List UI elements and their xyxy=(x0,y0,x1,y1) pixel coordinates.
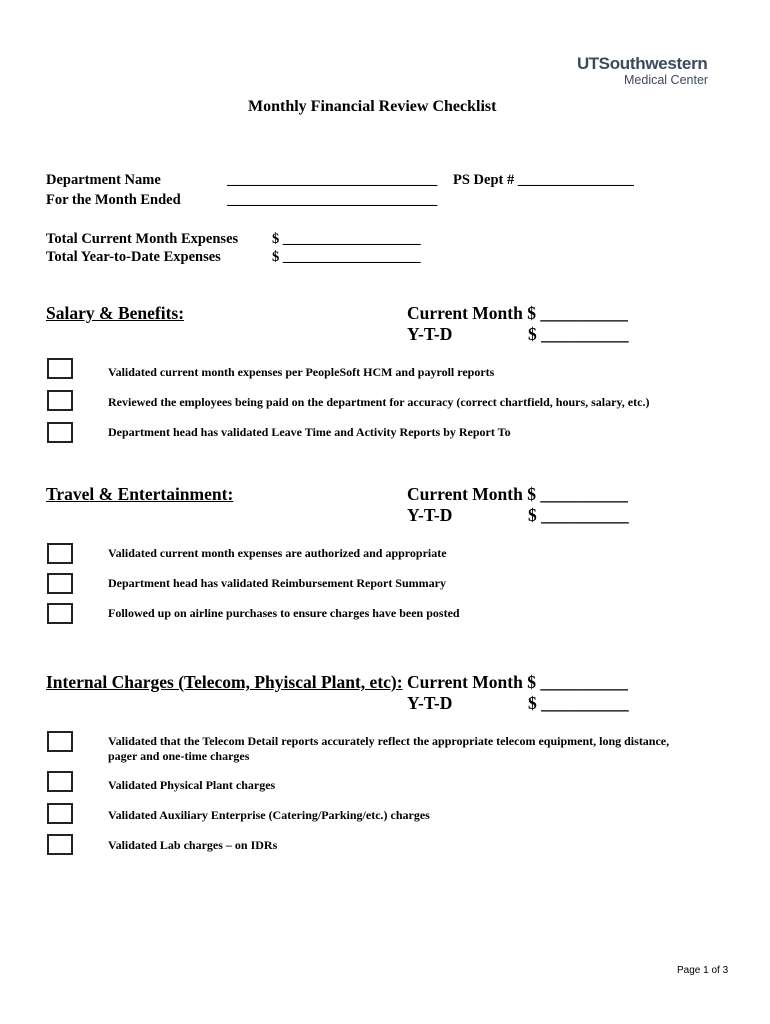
logo-southwestern: Southwestern xyxy=(598,54,708,73)
section-heading-salary: Salary & Benefits: xyxy=(46,303,185,323)
checkbox[interactable] xyxy=(47,603,73,624)
salary-ytd-label: Y-T-D xyxy=(407,324,453,344)
checklist-item: Reviewed the employees being paid on the department for accuracy (correct chartfield, hours, salary, etc.) xyxy=(108,395,650,409)
checklist-item: Validated Physical Plant charges xyxy=(108,778,276,792)
total-current-label: Total Current Month Expenses xyxy=(46,231,239,247)
travel-ytd-field[interactable]: $ __________ xyxy=(528,505,629,525)
checkbox[interactable] xyxy=(47,834,73,855)
checklist-item: Validated Lab charges – on IDRs xyxy=(108,838,278,852)
section-heading-internal: Internal Charges (Telecom, Phyiscal Plant, etc): xyxy=(46,672,403,692)
month-ended-label: For the Month Ended xyxy=(46,192,181,208)
salary-ytd-field[interactable]: $ __________ xyxy=(528,324,629,344)
logo-medical-center: Medical Center xyxy=(624,73,709,87)
checklist-item: Followed up on airline purchases to ensure charges have been posted xyxy=(108,606,460,620)
department-name-label: Department Name xyxy=(46,172,161,188)
total-ytd-field[interactable]: $ ___________________ xyxy=(272,249,421,265)
page-number: Page 1 of 3 xyxy=(677,965,729,976)
checkbox[interactable] xyxy=(47,573,73,594)
checkbox[interactable] xyxy=(47,731,73,752)
logo-ut: UT xyxy=(577,54,599,73)
page-title: Monthly Financial Review Checklist xyxy=(248,98,497,115)
checkbox[interactable] xyxy=(47,390,73,411)
total-ytd-label: Total Year-to-Date Expenses xyxy=(46,249,221,265)
checkbox[interactable] xyxy=(47,422,73,443)
checklist-item: Department head has validated Leave Time and Activity Reports by Report To xyxy=(108,425,511,439)
total-current-field[interactable]: $ ___________________ xyxy=(272,231,421,247)
checklist-item-continued: pager and one-time charges xyxy=(108,749,250,763)
salary-current-month[interactable]: Current Month $ __________ xyxy=(407,303,628,323)
internal-current-month[interactable]: Current Month $ __________ xyxy=(407,672,628,692)
checklist-item: Department head has validated Reimbursement Report Summary xyxy=(108,576,446,590)
checkbox[interactable] xyxy=(47,771,73,792)
travel-ytd-label: Y-T-D xyxy=(407,505,453,525)
ps-dept-field[interactable]: PS Dept # ________________ xyxy=(453,172,634,188)
checkbox[interactable] xyxy=(47,358,73,379)
month-ended-field[interactable]: _____________________________ xyxy=(227,192,438,208)
checklist-item: Validated Auxiliary Enterprise (Catering/Parking/etc.) charges xyxy=(108,808,430,822)
travel-current-month[interactable]: Current Month $ __________ xyxy=(407,484,628,504)
department-name-field[interactable]: _____________________________ xyxy=(227,172,438,188)
checklist-item: Validated that the Telecom Detail reports accurately reflect the appropriate telecom equipment, long distance, xyxy=(108,734,670,748)
checkbox[interactable] xyxy=(47,803,73,824)
internal-ytd-field[interactable]: $ __________ xyxy=(528,693,629,713)
internal-ytd-label: Y-T-D xyxy=(407,693,453,713)
utsw-logo xyxy=(577,54,707,74)
section-heading-travel: Travel & Entertainment: xyxy=(46,484,234,504)
checkbox[interactable] xyxy=(47,543,73,564)
checklist-item: Validated current month expenses are authorized and appropriate xyxy=(108,546,447,560)
checklist-item: Validated current month expenses per PeopleSoft HCM and payroll reports xyxy=(108,365,495,379)
